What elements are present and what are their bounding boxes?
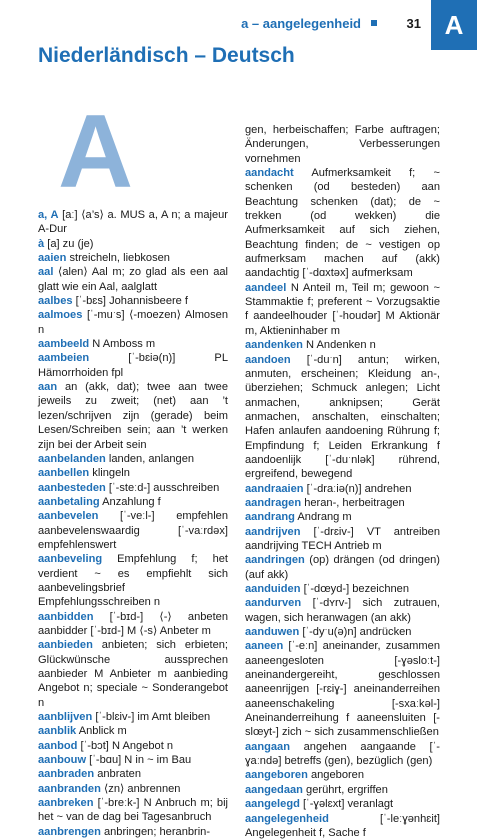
dictionary-entry [245,166,440,281]
dictionary-entry [245,510,440,524]
dictionary-entry [38,452,228,466]
dictionary-entry [245,596,440,625]
dictionary-entry [38,552,228,609]
entry-headword: aanbraden [38,768,94,780]
entry-headword: aanbieden [38,639,93,651]
dictionary-entry [245,553,440,582]
entry-headword: aaneen [245,640,283,652]
entry-definition: [ˈ-blɛiv-] im Amt bleiben [92,711,210,723]
entry-definition: [aː] ⟨a’s⟩ a. MUS a, A n; a majeur A-Dur [38,209,228,235]
dictionary-entry [245,740,440,769]
dictionary-entry [38,337,228,351]
entry-definition: an (akk, dat); twee aan twee jeweils zu zweit; (net) aan ’t lezen/schrijven zijn (gerade) beim Lesen/Schreiben sein; aan ’t werken zijn bei der Arbeit sein [38,381,228,450]
dictionary-entry [38,237,228,251]
entry-definition: Anzahlung f [100,496,161,508]
entry-definition: N Amboss m [89,338,155,350]
dictionary-entry [245,812,440,840]
running-head-text: a – aangelegenheid [241,16,361,31]
section-title: Niederländisch – Deutsch [38,44,295,68]
dictionary-entry [38,351,228,380]
entry-headword: aanblik [38,725,76,737]
entry-headword: aanbod [38,740,77,752]
dictionary-entry [38,466,228,480]
entry-headword: aangedaan [245,784,303,796]
entry-headword: aanbelanden [38,453,106,465]
entry-headword: aandacht [245,167,294,179]
dictionary-entry [38,724,228,738]
entry-definition: anbieten; sich erbieten; Glückwünsche aussprechen aanbieder M Anbieter m aanbieding Angebot n; speciale ~ Sonderangebot n [38,639,228,708]
entry-headword: aanbesteden [38,482,106,494]
entry-definition: ⟨alen⟩ Aal m; zo glad als een aal glatt wie ein Aal, aalglatt [38,266,228,292]
dictionary-entry [38,767,228,781]
big-initial-letter: A [58,100,133,204]
entry-headword: a, A [38,209,59,221]
dictionary-entry [38,782,228,796]
entry-definition: Anblick m [76,725,127,737]
entry-definition: streicheln, liebkosen [66,252,170,264]
entry-definition: Empfehlung f; het verdient ~ es empfiehlt sich aanbevelingsbrief Empfehlungsschreiben n [38,553,228,608]
dictionary-entry [38,710,228,724]
entry-headword: aanduwen [245,626,299,638]
entry-definition: ⟨zn⟩ anbrennen [101,783,181,795]
entry-definition: [ˈ-dyˑu(ə)n] andrücken [299,626,411,638]
entry-headword: aanbetaling [38,496,100,508]
dictionary-entry [245,281,440,338]
entry-headword: aandringen [245,554,305,566]
entry-definition: Andrang m [295,511,352,523]
entry-definition: angeboren [308,769,364,781]
entry-definition: [ˈ-bɑu] N in ~ im Bau [86,754,191,766]
dictionary-entry [38,638,228,710]
dictionary-entry [245,338,440,352]
entry-definition: [ˈ-bɔt] N Angebot n [77,740,173,752]
dictionary-entry [245,525,440,554]
dictionary-entry [245,625,440,639]
dictionary-entry [245,639,440,739]
entry-headword: aalmoes [38,309,82,321]
entry-headword: aangaan [245,741,290,753]
dictionary-entry [38,509,228,552]
dictionary-entry [245,496,440,510]
entry-definition: (op) drängen (od dringen) (auf akk) [245,554,440,580]
right-column [245,123,440,840]
dictionary-entry [245,353,440,482]
entry-headword: aaien [38,252,66,264]
entry-headword: aangelegenheid [245,813,329,825]
dictionary-entry [245,582,440,596]
entry-definition: angehen aangaande [ˈ-ɣaːndə] betreffs (gen), bezüglich (gen) [245,741,440,767]
entry-headword: aanblijven [38,711,92,723]
entry-definition: [ˈ-ɣəlɛxt] veranlagt [300,798,393,810]
entry-definition: [ˈ-leːɣənhɛit] Angelegenheit f, Sache f [245,813,440,839]
dictionary-entry [38,753,228,767]
dictionary-entry [245,768,440,782]
entry-definition: [ˈ-muˑs] ⟨-moezen⟩ Almosen n [38,309,228,335]
running-head [241,16,385,31]
entry-headword: aambeeld [38,338,89,350]
entry-definition: N Anteil m, Teil m; gewoon ~ Stammaktie f; preferent ~ Vorzugsaktie f aandeelhouder [ˈ-houdər] M Aktionär m, Aktieninhaber m [245,282,440,337]
entry-definition: gen, herbeischaffen; Farbe auftragen; Änderungen, Verbesserungen vornehmen [245,124,440,165]
entry-headword: aandragen [245,497,301,509]
entry-definition: klingeln [89,467,130,479]
dictionary-entry [38,610,228,639]
entry-headword: aanbreken [38,797,94,809]
dictionary-entry [38,380,228,452]
entry-definition: landen, anlangen [106,453,194,465]
entry-headword: aanbouw [38,754,86,766]
dictionary-entry [38,796,228,825]
entry-headword: aalbes [38,295,73,307]
left-column [38,208,228,839]
entry-headword: aanbeveling [38,553,102,565]
entry-headword: aambeien [38,352,89,364]
entry-headword: aandoen [245,354,291,366]
entry-definition: [ˈ-draːiə(n)] andrehen [304,483,412,495]
letter-tab: A [431,0,477,50]
dictionary-entry [38,825,228,839]
entry-definition: [ˈ-duˑn] antun; wirken, anmuten, erscheinen; Kleidung an-, überziehen; Schmuck anlegen; Licht anmachen, anknipsen; Gerät anmachen, anschalten, einschalten; Hafen anlaufen aandoening Rührung f; Empfindung f; Leiden Erkrankung f aandoenlijk [ˈ-duˑnlək] rührend, ergreifend, bewegend [245,354,440,481]
entry-headword: aandrang [245,511,295,523]
entry-headword: aandurven [245,597,301,609]
page-number: 31 [407,16,421,31]
entry-headword: aangelegd [245,798,300,810]
dictionary-entry [38,495,228,509]
dictionary-entry [38,308,228,337]
entry-headword: aanbidden [38,611,93,623]
entry-definition: [ˈ-bɪd-] ⟨-⟩ anbeten aanbidder [ˈ-bɪd-] M ⟨-s⟩ Anbeter m [38,611,228,637]
dictionary-entry [245,482,440,496]
entry-definition: [ˈ-veːl-] empfehlen aanbevelenswaardig [ˈ-vaːrdəx] empfehlenswert [38,510,228,551]
entry-headword: aandeel [245,282,286,294]
entry-definition: [ˈ-bɛiə(n)] PL Hämorrhoiden fpl [38,352,228,378]
entry-headword: aanbevelen [38,510,98,522]
dictionary-entry [245,783,440,797]
dictionary-entry [38,739,228,753]
entry-headword: aal [38,266,53,278]
entry-headword: aan [38,381,57,393]
entry-definition: [ˈ-drɛiv-] VT antreiben aandrijving TECH Antrieb m [245,526,440,552]
separator-square-icon [371,20,377,26]
entry-definition: [a] zu (je) [44,238,93,250]
entry-headword: à [38,238,44,250]
entry-definition: [ˈ-steːd-] ausschreiben [106,482,219,494]
dictionary-entry [38,265,228,294]
dictionary-entry [245,123,440,166]
entry-headword: aanduiden [245,583,300,595]
dictionary-entry [245,797,440,811]
dictionary-entry [38,251,228,265]
entry-headword: aanbrengen [38,826,101,838]
dictionary-entry [38,208,228,237]
entry-definition: [ˈ-bɛs] Johannisbeere f [73,295,188,307]
entry-definition: anbraten [94,768,141,780]
entry-definition: [ˈ-dʏrv-] sich zutrauen, wagen, sich heranwagen (an akk) [245,597,440,623]
entry-definition: [ˈ-dœyd-] bezeichnen [300,583,409,595]
entry-headword: aangeboren [245,769,308,781]
entry-definition: Aufmerksamkeit f; ~ schenken (od besteden) aan Beachtung schenken (dat); de ~ trekken (od wekken) die Aufmerksamkeit auf sich ziehen, Beachtung finden; de ~ vestigen op aufmerksam machen auf (akk) aandachtig [ˈ-dɑxtəx] aufmerksam [245,167,440,279]
entry-headword: aandraaien [245,483,304,495]
dictionary-entry [38,481,228,495]
entry-headword: aanbranden [38,783,101,795]
entry-definition: [ˈ-breːk-] N Anbruch m; bij het ~ van de dag bei Tagesanbruch [38,797,228,823]
entry-headword: aandenken [245,339,303,351]
entry-definition: gerührt, ergriffen [303,784,388,796]
entry-definition: [ˈ-eːn] aneinander, zusammen aaneengesloten [-ɣəsloːt-] aneinandergereiht, geschlossen aaneenrijgen [-rɛiɣ-] aneinanderreihen aaneenschakeling [-sxaːkəl-] Aneinanderreihung f aaneensluiten [-slœyt-] zich ~ sich zusammenschließen [245,640,440,738]
entry-definition: heran-, herbeitragen [301,497,405,509]
dictionary-entry [38,294,228,308]
entry-headword: aanbellen [38,467,89,479]
entry-headword: aandrijven [245,526,301,538]
entry-definition: anbringen; heranbrin- [101,826,210,838]
entry-definition: N Andenken n [303,339,376,351]
